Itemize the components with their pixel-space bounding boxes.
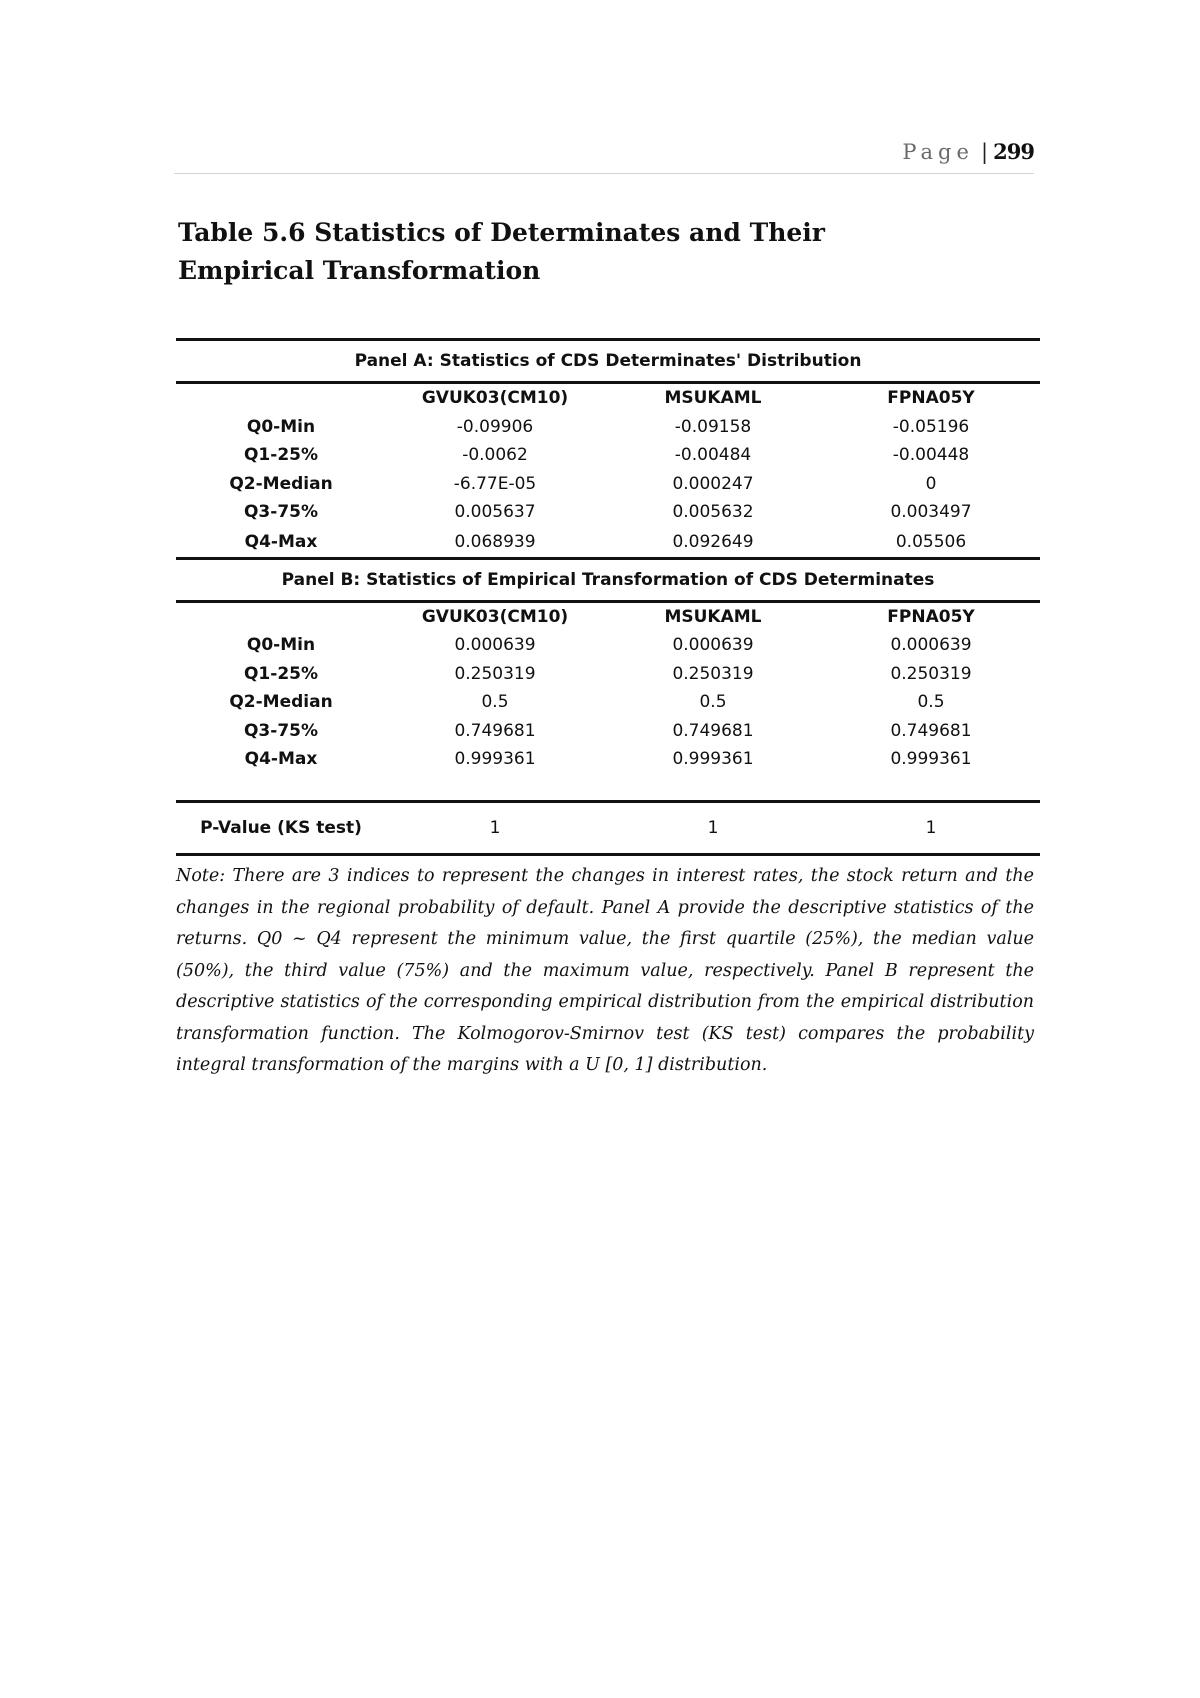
panel-a-column-header-row: [176, 383, 1040, 413]
table-row: [176, 498, 1040, 527]
row-label: Q3-75%: [243, 720, 319, 741]
table-cell: 0.250319: [454, 663, 536, 684]
table-cell: 0.000639: [672, 635, 754, 656]
table-row: [176, 441, 1040, 470]
table-cell: 0.5: [917, 692, 945, 713]
table-cell: 0.003497: [890, 502, 972, 523]
table-cell: 0.000247: [672, 473, 754, 494]
pvalue-cell: 1: [386, 801, 604, 854]
panel-b-column-header: GVUK03(CM10): [421, 606, 569, 627]
table-row: [176, 660, 1040, 689]
table-cell: -0.05196: [892, 416, 970, 437]
table-cell: -0.0062: [462, 445, 528, 466]
row-label: Q4-Max: [244, 749, 318, 770]
page-word: Page: [902, 140, 974, 164]
table-cell: 0.000639: [890, 635, 972, 656]
table-cell: -0.09158: [674, 416, 752, 437]
table-cell: -0.00448: [892, 445, 970, 466]
row-label: Q3-75%: [243, 502, 319, 523]
pvalue-cell: 1: [822, 801, 1040, 854]
table-cell: 0.005637: [454, 502, 536, 523]
table-cell: 0.250319: [890, 663, 972, 684]
table-cell: 0.999361: [454, 749, 536, 770]
panel-a-column-header: MSUKAML: [664, 388, 762, 409]
table-cell: 0.092649: [672, 531, 754, 552]
table-cell: 0.068939: [454, 531, 536, 552]
row-label: Q0-Min: [246, 416, 316, 437]
row-label: Q2-Median: [229, 692, 333, 713]
table-row: [176, 413, 1040, 442]
table-cell: -0.00484: [674, 445, 752, 466]
panel-b-column-header: FPNA05Y: [887, 606, 975, 627]
panel-a-column-header: FPNA05Y: [887, 388, 975, 409]
page-separator: |: [980, 140, 989, 164]
panel-a-title-row: [176, 340, 1040, 383]
panel-a-column-header: GVUK03(CM10): [421, 388, 569, 409]
panel-b-title: Panel B: Statistics of Empirical Transformation of CDS Determinates: [176, 558, 1040, 601]
row-label: Q2-Median: [229, 473, 333, 494]
table-cell: 0.05506: [895, 531, 967, 552]
statistics-table: [176, 338, 1040, 856]
table-note: Note: There are 3 indices to represent the changes in interest rates, the stock return and the changes in the regional probability of default. Panel A provide the descriptive statistics of the returns. Q0 ~ Q4 represent the minimum value, the first quartile (25%), the median value (50%), the third value (75%) and the maximum value, respectively. Panel B represent the descriptive statistics of the corresponding empirical distribution from the empirical distribution transformation function. The Kolmogorov-Smirnov test (KS test) compares the probability integral transformation of the margins with a U [0, 1] distribution.: [176, 866, 1034, 1075]
table-cell: 0.749681: [890, 720, 972, 741]
spacer-cell: [176, 774, 1040, 802]
row-label: Q0-Min: [246, 635, 316, 656]
table-row: [176, 527, 1040, 559]
table-row: [176, 745, 1040, 774]
table-row: [176, 688, 1040, 717]
panel-a-title: Panel A: Statistics of CDS Determinates' Distribution: [176, 340, 1040, 383]
table-cell: -0.09906: [456, 416, 534, 437]
pvalue-label: P-Value (KS test): [176, 801, 386, 854]
table-cell: 0.5: [699, 692, 727, 713]
page-number: 299: [993, 139, 1034, 164]
table-row: [176, 470, 1040, 499]
panel-a-corner-cell: [176, 383, 386, 413]
row-label: Q4-Max: [244, 531, 318, 552]
table-cell: 0: [925, 473, 937, 494]
table-cell: 0.999361: [890, 749, 972, 770]
table-cell: -6.77E-05: [453, 473, 537, 494]
table-cell: 0.005632: [672, 502, 754, 523]
panel-b-corner-cell: [176, 601, 386, 631]
panel-b-column-header: MSUKAML: [664, 606, 762, 627]
pvalue-cell: 1: [604, 801, 822, 854]
page-header: [174, 139, 1034, 174]
table-row: [176, 631, 1040, 660]
table-spacer-row: [176, 774, 1040, 802]
table-cell: 0.5: [481, 692, 509, 713]
table-title: Table 5.6 Statistics of Determinates and Their Empirical Transformation: [178, 218, 825, 285]
panel-b-column-header-row: [176, 601, 1040, 631]
row-label: Q1-25%: [243, 663, 319, 684]
pvalue-row: [176, 801, 1040, 854]
panel-b-title-row: [176, 558, 1040, 601]
table-cell: 0.749681: [672, 720, 754, 741]
table-row: [176, 717, 1040, 746]
table-cell: 0.000639: [454, 635, 536, 656]
table-cell: 0.999361: [672, 749, 754, 770]
row-label: Q1-25%: [243, 445, 319, 466]
table-cell: 0.250319: [672, 663, 754, 684]
table-cell: 0.749681: [454, 720, 536, 741]
